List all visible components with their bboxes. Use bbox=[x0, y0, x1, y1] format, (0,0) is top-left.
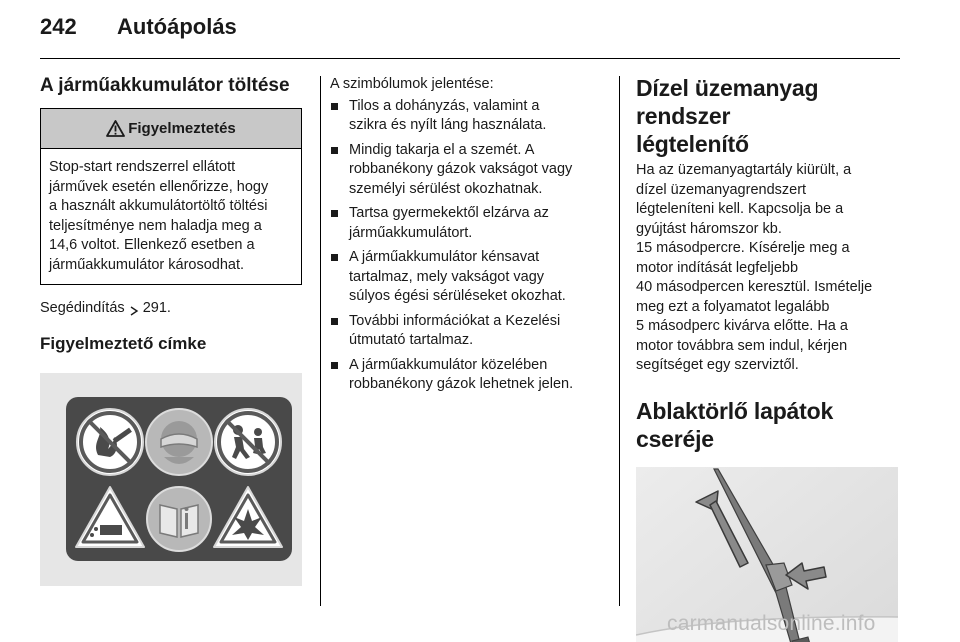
symbol-meaning-list bbox=[330, 97, 608, 395]
acid-warning-icon bbox=[76, 487, 144, 547]
warning-label-plate bbox=[66, 397, 292, 561]
paragraph-line: Ha az üzemanyagtartály kiürült, a bbox=[636, 162, 852, 178]
list-item-line: súlyos égési sérüléseket okozhat. bbox=[349, 288, 566, 304]
list-item-line: További információkat a Kezelési bbox=[349, 312, 561, 329]
column-symbol-meanings bbox=[330, 74, 608, 400]
diesel-bleeding-paragraph bbox=[636, 161, 902, 376]
list-item bbox=[330, 97, 608, 136]
column-battery-charging bbox=[40, 74, 302, 586]
paragraph-line: 40 másodpercen keresztül. Ismételje bbox=[636, 279, 873, 295]
list-item-line: Tartsa gyermekektől elzárva az bbox=[349, 205, 549, 221]
bullet-square-icon bbox=[331, 318, 338, 325]
keep-children-away-icon bbox=[215, 409, 281, 475]
paragraph-line: 5 másodperc kivárva előtte. Ha a bbox=[636, 318, 848, 334]
list-item bbox=[330, 204, 608, 243]
read-manual-icon bbox=[147, 487, 211, 551]
section-heading-wiper-blades: Ablaktörlő lapátok cseréje bbox=[636, 397, 834, 452]
paragraph-line: segítséget egy szerviztől. bbox=[636, 357, 799, 373]
warning-triangle-icon bbox=[106, 120, 125, 137]
paragraph-line: gyújtást háromszor kb. bbox=[636, 220, 782, 237]
jump-start-reference bbox=[40, 299, 302, 319]
warning-box bbox=[40, 108, 302, 285]
section-heading-warning-label: Figyelmeztető címke bbox=[40, 333, 207, 353]
paragraph-line: dízel üzemanyagrendszert bbox=[636, 181, 807, 198]
page-reference-arrow-icon bbox=[129, 303, 139, 313]
header-rule bbox=[40, 58, 900, 59]
warning-text bbox=[41, 149, 301, 284]
warning-label-figure bbox=[40, 373, 302, 586]
list-item-line: Tilos a dohányzás, valamint a bbox=[349, 97, 540, 114]
warning-line: Stop-start rendszerrel ellátott bbox=[49, 159, 236, 175]
list-item-line: robbanékony gázok lehetnek jelen. bbox=[349, 376, 574, 392]
warning-line: 14,6 voltot. Ellenkező esetben a bbox=[49, 237, 255, 253]
symbols-intro: A szimbólumok jelentése: bbox=[330, 76, 494, 92]
watermark: carmanualsonline.info bbox=[667, 612, 876, 635]
list-item-line: személyi sérülést okozhatnak. bbox=[349, 180, 543, 197]
bullet-square-icon bbox=[331, 362, 338, 369]
paragraph-line: motor továbbra sem indul, kérjen bbox=[636, 337, 848, 354]
warning-header bbox=[41, 109, 301, 149]
paragraph-line: légteleníteni kell. Kapcsolja be a bbox=[636, 201, 844, 217]
warning-line: a használt akkumulátortöltő töltési bbox=[49, 198, 268, 214]
heading-line: légtelenítő bbox=[636, 131, 749, 157]
explosion-warning-icon bbox=[214, 487, 282, 547]
column-diesel-and-wipers bbox=[636, 74, 902, 642]
warning-line: teljesítménye nem haladja meg a bbox=[49, 217, 262, 234]
jump-start-text: Segédindítás bbox=[40, 300, 125, 316]
paragraph-line: 15 másodpercre. Kísérelje meg a bbox=[636, 240, 850, 256]
chapter-title: Autóápolás bbox=[117, 14, 237, 39]
list-item-line: járműakkumulátort. bbox=[349, 224, 473, 241]
bullet-square-icon bbox=[331, 147, 338, 154]
heading-line: Dízel üzemanyag rendszer bbox=[636, 75, 819, 129]
bullet-square-icon bbox=[331, 210, 338, 217]
list-item-line: A járműakkumulátor közelében bbox=[349, 356, 548, 373]
paragraph-line: meg ezt a folyamatot legalább bbox=[636, 298, 830, 315]
bullet-square-icon bbox=[331, 103, 338, 110]
list-item-line: robbanékony gázok vakságot vagy bbox=[349, 161, 573, 177]
warning-line: járműakkumulátor károsodhat. bbox=[49, 256, 245, 273]
no-smoking-flame-icon bbox=[77, 409, 143, 475]
list-item-line: szikra és nyílt láng használata. bbox=[349, 117, 547, 133]
warning-line: járművek esetén ellenőrizze, hogy bbox=[49, 178, 269, 195]
column-divider-left bbox=[320, 76, 321, 606]
bullet-square-icon bbox=[331, 254, 338, 261]
list-item bbox=[330, 356, 608, 395]
list-item bbox=[330, 141, 608, 200]
list-item-line: tartalmaz, mely vakságot vagy bbox=[349, 268, 545, 285]
list-item-line: A járműakkumulátor kénsavat bbox=[349, 249, 540, 265]
list-item bbox=[330, 312, 608, 351]
list-item bbox=[330, 248, 608, 307]
page-number: 242 bbox=[40, 14, 77, 39]
list-item-line: útmutató tartalmaz. bbox=[349, 332, 474, 348]
jump-start-page-link[interactable]: 291. bbox=[142, 300, 171, 316]
eye-protection-icon bbox=[146, 409, 212, 475]
section-heading-diesel-bleeding bbox=[636, 74, 902, 158]
warning-title: Figyelmeztetés bbox=[128, 120, 236, 137]
paragraph-line: motor indítását legfeljebb bbox=[636, 259, 799, 276]
list-item-line: Mindig takarja el a szemét. A bbox=[349, 141, 535, 158]
section-heading-battery-charging: A járműakkumulátor töltése bbox=[40, 75, 290, 96]
column-divider-right bbox=[619, 76, 620, 606]
